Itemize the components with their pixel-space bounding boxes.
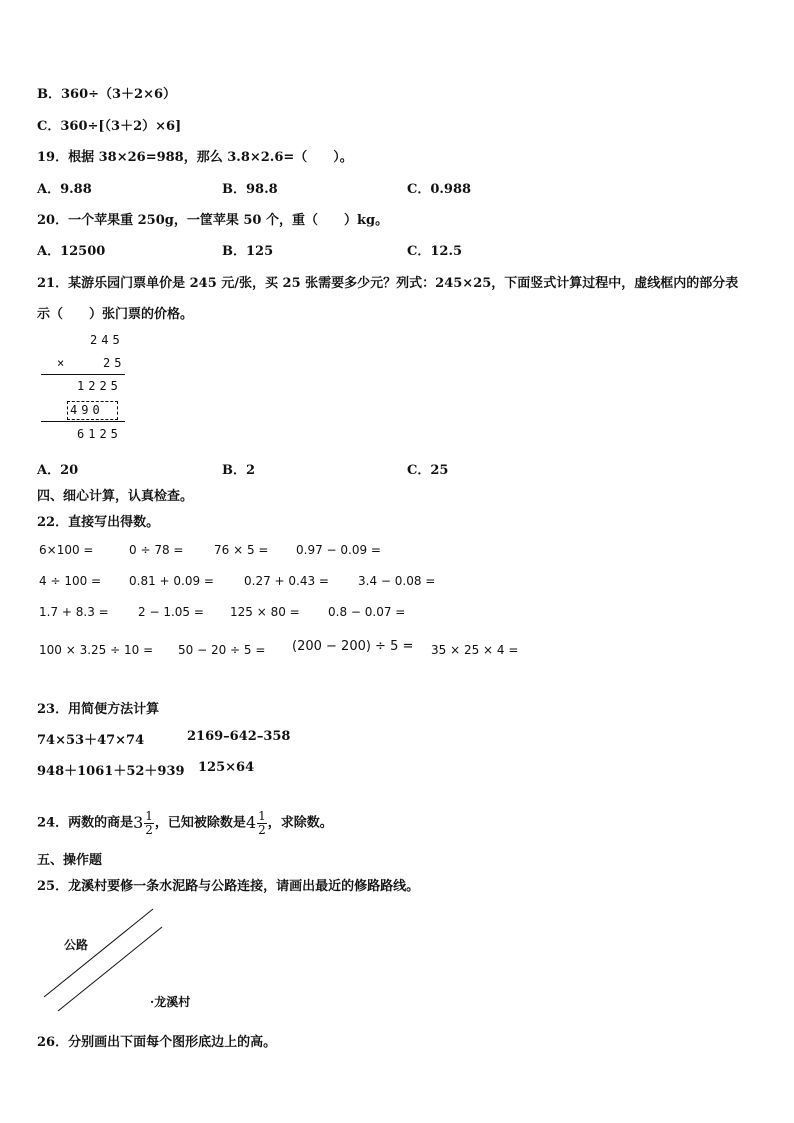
vertical-result: 6125 — [77, 427, 122, 441]
calc-item: 100 × 3.25 ÷ 10 = — [39, 643, 154, 657]
dividend-numerator: 1 — [258, 808, 266, 823]
q21-option-a: A．20 — [37, 463, 79, 478]
vertical-rule-1 — [41, 374, 125, 375]
calc-item: 2 − 1.05 = — [138, 605, 204, 619]
vertical-rule-2 — [41, 421, 125, 422]
q25-stem: 25．龙溪村要修一条水泥路与公路连接，请画出最近的修路路线。 — [37, 879, 420, 894]
village-mark: · — [150, 995, 155, 1009]
q22-stem: 22．直接写出得数。 — [37, 515, 160, 530]
q20-option-c: C．12.5 — [407, 244, 463, 259]
calc-item: 0.81 + 0.09 = — [129, 574, 214, 588]
section-4-title: 四、细心计算，认真检查。 — [37, 489, 194, 504]
q20-stem: 20．一个苹果重 250g，一筐苹果 50 个，重（ ）kg。 — [37, 213, 389, 228]
section-5-title: 五、操作题 — [37, 853, 103, 868]
q21-stem-line2: 示（ ）张门票的价格。 — [37, 307, 194, 322]
q19-option-b: B．98.8 — [222, 182, 278, 197]
road-diagram — [38, 905, 218, 1020]
quotient-whole: 3 — [133, 813, 144, 832]
q18-option-c: C．360÷[（3＋2）×6] — [37, 119, 182, 134]
calc-item: 50 − 20 ÷ 5 = — [178, 643, 266, 657]
calc-item: 0 ÷ 78 = — [129, 543, 184, 557]
calc-item: 76 × 5 = — [214, 543, 269, 557]
q21-option-b: B．2 — [222, 463, 256, 478]
vertical-partial-2: 490 — [70, 403, 104, 417]
q23-item: 74×53＋47×74 — [37, 733, 145, 748]
village-label: ·龙溪村 — [150, 995, 191, 1009]
q20-option-a: A．12500 — [37, 244, 106, 259]
q23-item: 2169–642–358 — [187, 729, 291, 744]
q19-option-a: A．9.88 — [37, 182, 92, 197]
calc-item: 125 × 80 = — [230, 605, 300, 619]
q18-option-b: B．360÷（3＋2×6） — [37, 87, 177, 102]
road-line-1 — [44, 909, 153, 997]
vertical-partial-1: 1225 — [77, 379, 122, 393]
vertical-multiplier: 25 — [103, 356, 126, 370]
q24-middle: ，已知被除数是 — [154, 815, 246, 831]
calc-item: 3.4 − 0.08 = — [358, 574, 436, 588]
q21-stem-line1: 21．某游乐园门票单价是 245 元/张，买 25 张需要多少元？列式：245×25，下面竖式计算过程中，虚线框内的部分表 — [37, 276, 739, 291]
q19-stem: 19．根据 38×26=988，那么 3.8×2.6=（ ）。 — [37, 150, 353, 165]
calc-item: 6×100 = — [39, 543, 94, 557]
calc-item: (200 − 200) ÷ 5 = — [292, 639, 414, 654]
calc-item: 4 ÷ 100 = — [39, 574, 102, 588]
quotient-denominator: 2 — [145, 822, 153, 837]
q20-option-b: B．125 — [222, 244, 274, 259]
calc-item: 1.7 + 8.3 = — [39, 605, 109, 619]
calc-item: 0.97 − 0.09 = — [296, 543, 381, 557]
calc-item: 35 × 25 × 4 = — [431, 643, 519, 657]
quotient-numerator: 1 — [145, 808, 153, 823]
q21-option-c: C．25 — [407, 463, 449, 478]
vertical-times-sign: × — [57, 356, 69, 370]
dividend-fraction — [257, 810, 267, 837]
quotient-fraction — [144, 810, 154, 837]
calc-item: 0.27 + 0.43 = — [244, 574, 329, 588]
q26-stem: 26．分别画出下面每个图形底边上的高。 — [37, 1035, 277, 1050]
vertical-multiplicand: 245 — [90, 333, 124, 347]
q19-option-c: C．0.988 — [407, 182, 472, 197]
q23-item: 948＋1061＋52＋939 — [37, 764, 185, 779]
q24-stem — [37, 808, 333, 839]
dividend-denominator: 2 — [258, 822, 266, 837]
road-label: 公路 — [64, 938, 89, 952]
q24-suffix: ，求除数。 — [267, 815, 333, 831]
dividend-whole: 4 — [245, 813, 257, 832]
calc-item: 0.8 − 0.07 = — [328, 605, 406, 619]
q24-prefix: 24．两数的商是 — [37, 815, 134, 831]
q23-stem: 23．用简便方法计算 — [37, 702, 160, 717]
q23-item: 125×64 — [198, 760, 255, 775]
